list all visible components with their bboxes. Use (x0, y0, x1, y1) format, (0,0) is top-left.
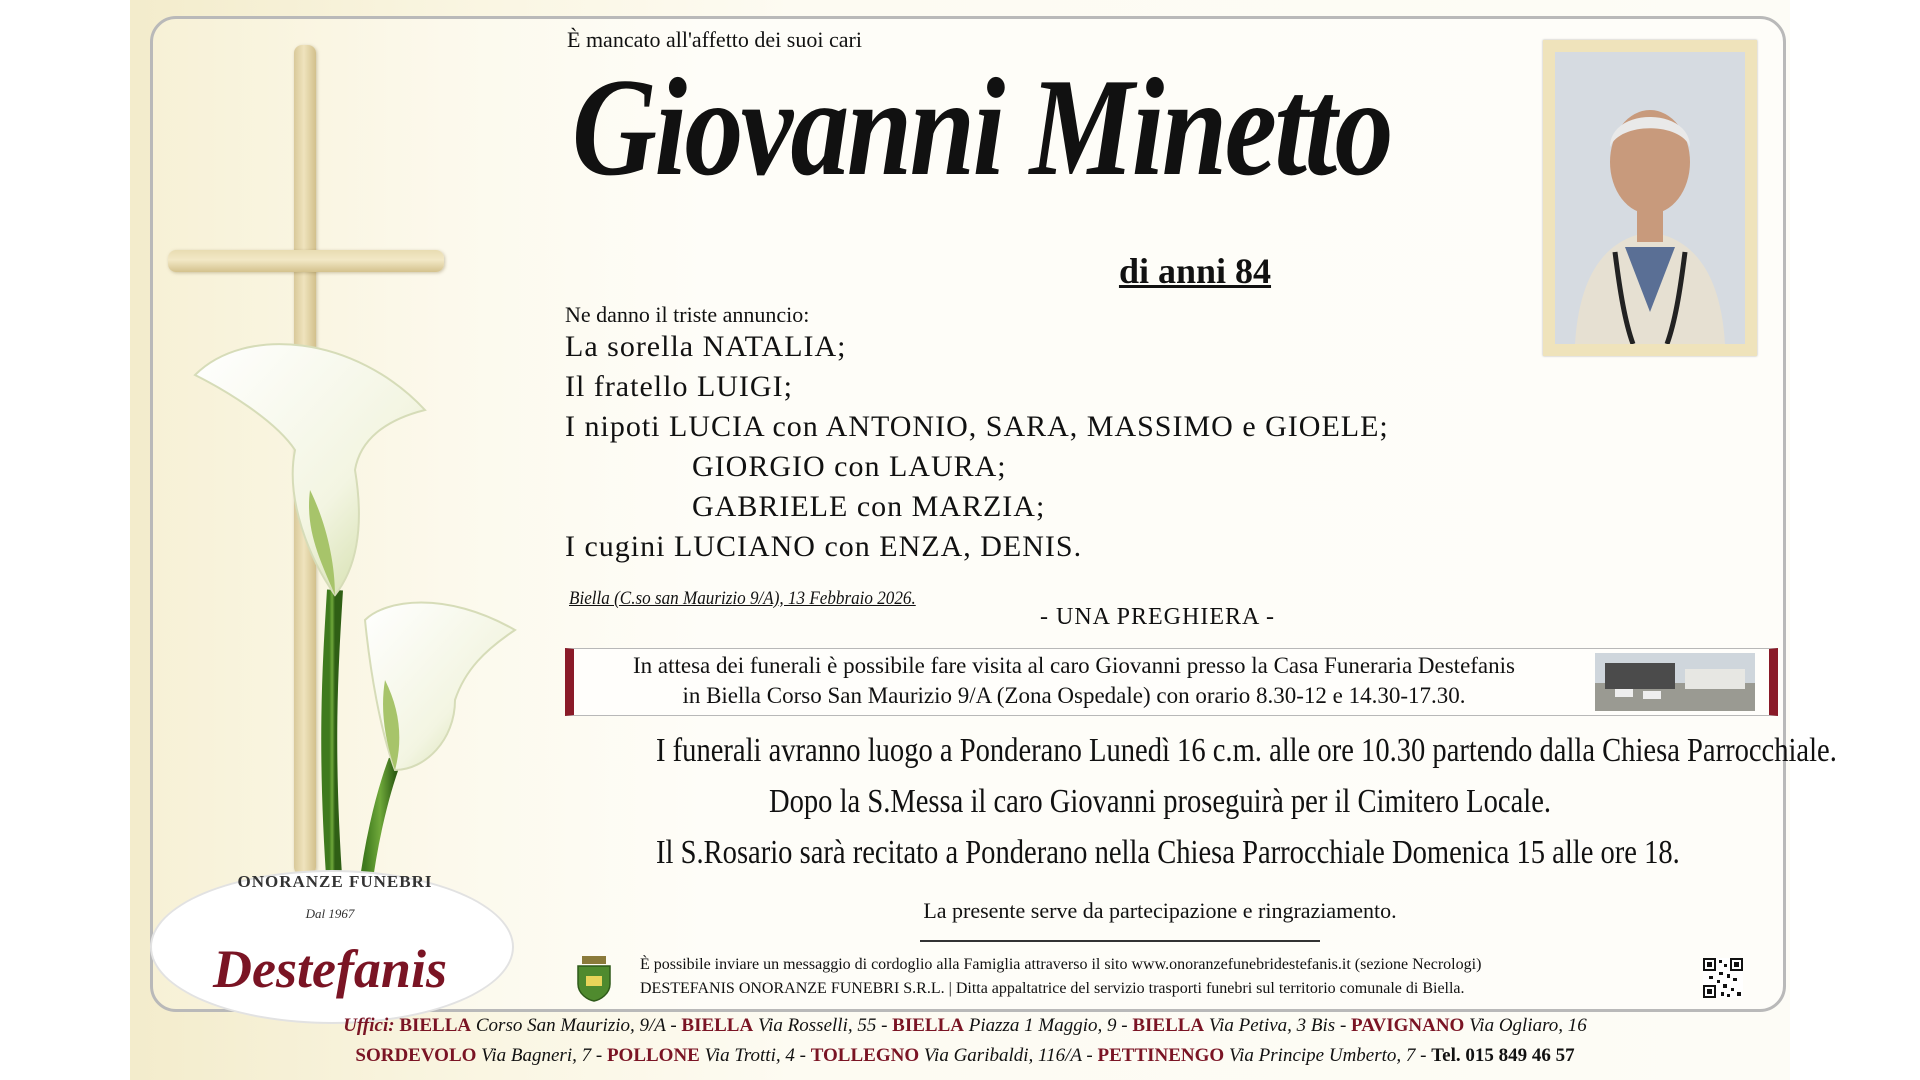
office-address: Piazza 1 Maggio, 9 (968, 1015, 1117, 1036)
relative-line: GIORGIO con LAURA; (692, 450, 1007, 483)
relative-line: I cugini LUCIANO con ENZA, DENIS. (565, 530, 1083, 563)
office-city: BIELLA (681, 1015, 754, 1036)
office-address: Via Principe Umberto, 7 (1228, 1045, 1416, 1066)
participation-note: La presente serve da partecipazione e ringraziamento. (923, 898, 1397, 923)
announcement-intro: Ne danno il triste annuncio: (565, 302, 810, 327)
office-phone: Tel. 015 849 46 57 (1431, 1045, 1575, 1066)
portrait-frame (1543, 40, 1757, 356)
coat-of-arms-icon (572, 954, 616, 1002)
visit-line-1: In attesa dei funerali è possibile fare visita al caro Giovanni presso la Casa Funeraria Destefanis (633, 653, 1515, 678)
funeral-home-photo (1595, 653, 1755, 711)
intro-text: È mancato all'affetto dei suoi cari (567, 27, 862, 52)
prayer-label: - UNA PREGHIERA - (1040, 604, 1276, 630)
condolence-message: È possibile inviare un messaggio di cordoglio alla Famiglia attraverso il sito www.onoranzefunebridestefanis.it (sezione Necrologi) (640, 956, 1482, 973)
offices-label: Uffici: (343, 1015, 395, 1036)
logo-name: Destefanis (213, 939, 447, 999)
offices-row-1: Uffici: BIELLA Corso San Maurizio, 9/A - BIELLA Via Rosselli, 55 - BIELLA Piazza 1 Maggio, 9 - BIELLA Via Petiva, 3 Bis - PAVIGNANO Via Ogliaro, 16 (343, 1015, 1587, 1036)
relative-line: La sorella NATALIA; (565, 330, 847, 363)
office-address: Via Rosselli, 55 (757, 1015, 877, 1036)
relative-line: GABRIELE con MARZIA; (692, 490, 1046, 523)
office-city: TOLLEGNO (810, 1045, 920, 1066)
deceased-name: Giovanni Minetto (572, 50, 1391, 205)
funeral-info-line: Il S.Rosario sarà recitato a Ponderano nella Chiesa Parrocchiale Domenica 15 alle ore 18. (656, 834, 1680, 871)
place-date: Biella (C.so san Maurizio 9/A), 13 Febbraio 2026. (569, 588, 916, 609)
relative-line: I nipoti LUCIA con ANTONIO, SARA, MASSIMO e GIOELE; (565, 410, 1389, 443)
visit-line-2: in Biella Corso San Maurizio 9/A (Zona Ospedale) con orario 8.30-12 e 14.30-17.30. (682, 683, 1466, 708)
calla-lily-icon (185, 330, 545, 890)
office-address: Corso San Maurizio, 9/A (475, 1015, 666, 1036)
office-city: BIELLA (399, 1015, 472, 1036)
office-address: Via Petiva, 3 Bis (1208, 1015, 1336, 1036)
office-address: Via Trotti, 4 (704, 1045, 795, 1066)
office-address: Via Garibaldi, 116/A (923, 1045, 1082, 1066)
funeral-info-line: I funerali avranno luogo a Ponderano Lunedì 16 c.m. alle ore 10.30 partendo dalla Chiesa Parrocchiale. (656, 732, 1837, 769)
office-city: PETTINENGO (1097, 1045, 1225, 1066)
logo-since: Dal 1967 (305, 906, 355, 921)
visit-info-box (565, 648, 1778, 716)
portrait-photo (1555, 52, 1745, 344)
deceased-age: di anni 84 (1118, 251, 1272, 291)
company-info: DESTEFANIS ONORANZE FUNEBRI S.R.L. | Ditta appaltatrice del servizio trasporti funebri sul territorio comunale di Biella. (640, 980, 1465, 997)
office-city: POLLONE (606, 1045, 700, 1066)
relative-line: Il fratello LUIGI; (565, 370, 793, 403)
office-city: BIELLA (892, 1015, 964, 1036)
qr-code-icon[interactable] (1703, 958, 1743, 998)
office-address: Via Ogliaro, 16 (1469, 1015, 1587, 1036)
funeral-info-line: Dopo la S.Messa il caro Giovanni proseguirà per il Cimitero Locale. (768, 783, 1552, 820)
logo-tagline: ONORANZE FUNEBRI (237, 872, 433, 891)
office-city: SORDEVOLO (355, 1045, 477, 1066)
offices-row-2: SORDEVOLO Via Bagneri, 7 - POLLONE Via Trotti, 4 - TOLLEGNO Via Garibaldi, 116/A - PETTINENGO Via Principe Umberto, 7 - Tel. 015 849 46 57 (355, 1045, 1575, 1066)
office-city: PAVIGNANO (1351, 1015, 1465, 1036)
divider (920, 940, 1320, 942)
cross-icon-bar (168, 250, 444, 272)
office-address: Via Bagneri, 7 (481, 1045, 592, 1066)
destefanis-logo (150, 860, 510, 1010)
office-city: BIELLA (1132, 1015, 1205, 1036)
